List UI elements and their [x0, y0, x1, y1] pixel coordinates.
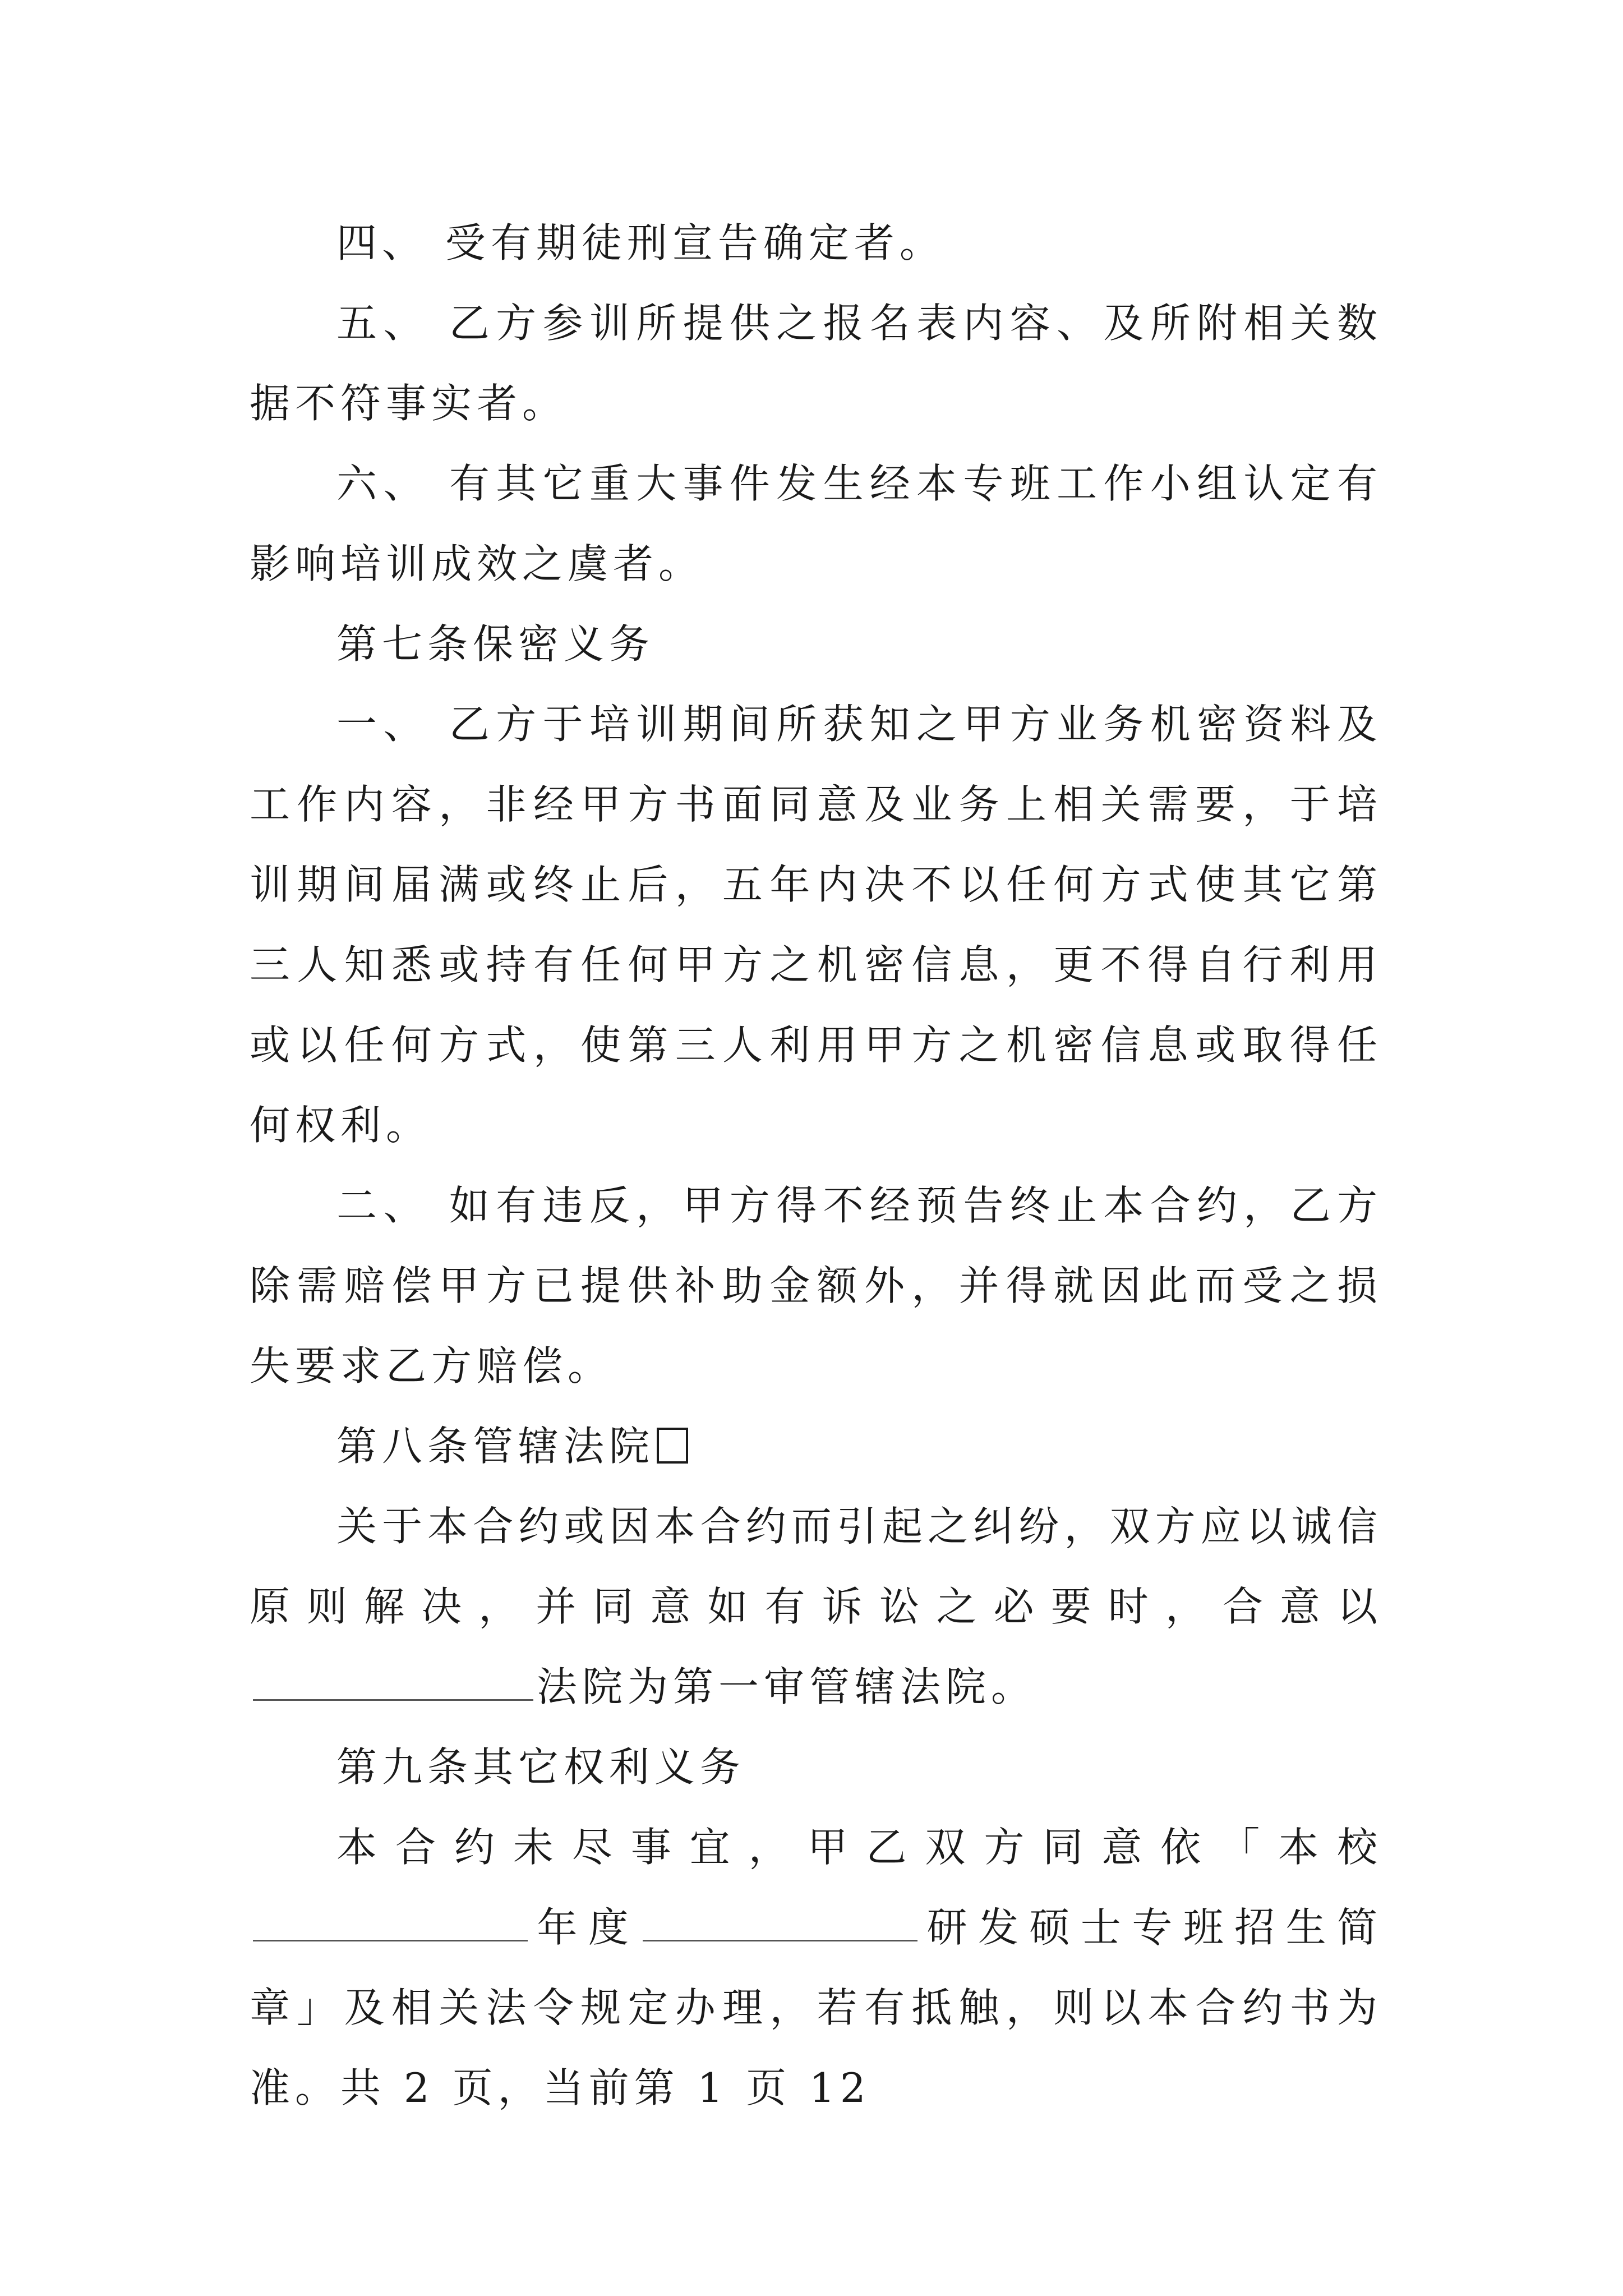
- article-8-body: [250, 1487, 1382, 1727]
- document-body: [250, 203, 1382, 2128]
- article-7-heading: 第七条保密义务: [336, 620, 655, 668]
- clause-item-6: 六、 有其它重大事件发生经本专班工作小组认定有影响培训成效之虞者。: [250, 460, 1382, 587]
- article-7-item-1: 一、 乙方于培训期间所获知之甲方业务机密资料及工作内容，非经甲方书面同意及业务上相关需要，于培训期间届满或终止后，五年内决不以任何方式使其它第三人知悉或持有任何甲方之机密信息，更不得自行利用或以任何方式，使第三人利用甲方之机密信息或取得任何权利。: [250, 701, 1382, 1149]
- article-9-year-label: 年度: [531, 1904, 640, 1951]
- article-9-body-text: 本合约未尽事宜，甲乙双方同意依「本校: [336, 1824, 1382, 1871]
- checkbox-icon: [657, 1428, 688, 1464]
- article-8-body-text: 关于本合约或因本合约而引起之纠纷，双方应以诚信原则解决，并同意如有诉讼之必要时，合意以: [250, 1503, 1382, 1630]
- article-9-body-tail: 研发硕士专班招生简章」及相关法令规定办理，若有抵触，则以本合约书为准。共 2 页，当前第 1 页 12: [250, 1904, 1382, 2111]
- academic-year-blank[interactable]: [643, 1907, 917, 1941]
- article-8-heading-line: [250, 1406, 1382, 1487]
- clause-item-4: 四、 受有期徒刑宣告确定者。: [336, 219, 945, 266]
- article-9-body: [250, 1807, 1382, 2128]
- article-8-heading: 第八条管辖法院: [336, 1423, 655, 1470]
- clause-item-5: 五、 乙方参训所提供之报名表内容、及所附相关数据不符事实者。: [250, 300, 1382, 427]
- article-9-heading: 第九条其它权利义务: [336, 1743, 746, 1791]
- article-7-item-2: 二、 如有违反，甲方得不经预告终止本合约，乙方除需赔偿甲方已提供补助金额外，并得就因此而受之损失要求乙方赔偿。: [250, 1182, 1382, 1389]
- court-name-blank[interactable]: [253, 1667, 533, 1701]
- article-8-body-tail: 法院为第一审管辖法院。: [537, 1663, 1037, 1710]
- school-name-blank[interactable]: [253, 1907, 528, 1941]
